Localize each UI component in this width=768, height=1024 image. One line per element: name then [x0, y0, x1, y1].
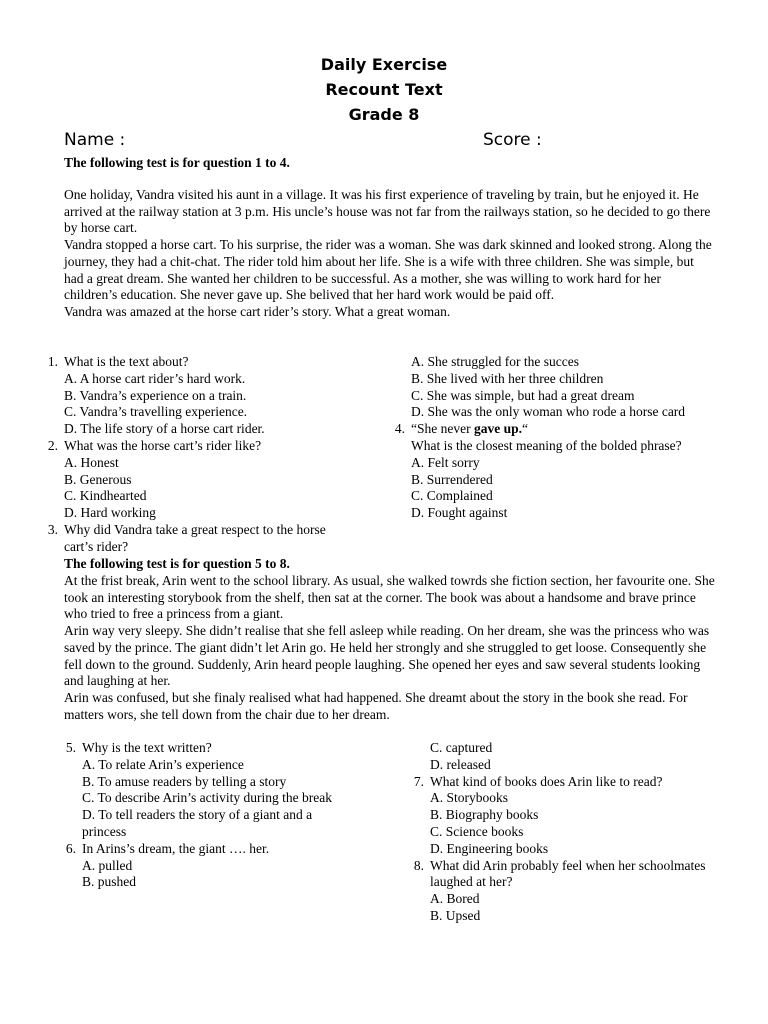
option-b: B. Upsed: [430, 907, 481, 923]
section1-paragraph-3: Vandra was amazed at the horse cart rider’s story. What a great woman.: [64, 303, 451, 319]
option-b: B. Biography books: [430, 807, 539, 823]
title-recount-text: Recount Text: [325, 80, 443, 99]
option-b: B. pushed: [82, 874, 136, 890]
option-a: A. Bored: [430, 891, 480, 907]
question-number: 5.: [65, 740, 76, 755]
question-number: 8.: [413, 857, 424, 873]
question-6: [65, 840, 358, 891]
section2-heading: The following test is for question 5 to 8.: [64, 556, 290, 571]
question-1: [47, 354, 344, 438]
question-3: [47, 521, 344, 556]
option-a: A. To relate Arin’s experience: [82, 756, 244, 772]
option-a: A. Felt sorry: [411, 454, 480, 470]
section1-passage: [64, 187, 716, 321]
option-c: C. Vandra’s travelling experience.: [64, 404, 248, 420]
title-grade: Grade 8: [348, 105, 420, 124]
section1-paragraph-1: One holiday, Vandra visited his aunt in a village. It was his first experience of traveling by train, but he enjoyed it. He arrived at the railway station at 3 p.m. His uncle’s house was not far from the railways station, so he decided to go there by horse cart.: [64, 187, 711, 236]
option-c: C. To describe Arin’s activity during the break: [82, 790, 333, 806]
section2-paragraph-2: Arin way very sleepy. She didn’t realise that she fell asleep while reading. On her dream, she was the princess who was saved by the prince. The giant didn’t let Arin go. He held her strongly and she struggled to get loose. Consequently she fell down to the ground. Suddenly, Arin heard people laughing. She opened her eyes and saw several students looking and laughing at her.: [64, 623, 710, 689]
question-text: In Arins’s dream, the giant …. her.: [82, 840, 270, 856]
question-text: What kind of books does Arin like to read?: [430, 773, 663, 789]
question-6-options: [430, 740, 720, 774]
option-d: D. To tell readers the story of a giant and a princess: [82, 807, 313, 839]
question-number: 7.: [413, 773, 424, 789]
option-a: A. A horse cart rider’s hard work.: [64, 370, 246, 386]
question-text: What is the closest meaning of the bolded phrase?: [411, 437, 682, 453]
option-a: A. Storybooks: [430, 790, 509, 806]
question-number: 2.: [47, 437, 58, 453]
option-b: B. Generous: [64, 471, 132, 487]
question-number: 6.: [65, 840, 76, 856]
name-label: Name :: [64, 130, 126, 150]
question-2: [47, 437, 344, 522]
option-d: D. She was the only woman who rode a horse card: [411, 404, 686, 420]
option-d: D. The life story of a horse cart rider.: [64, 421, 265, 437]
question-number: 3.: [47, 521, 58, 537]
option-a: A. pulled: [82, 857, 133, 873]
question-8: [413, 857, 720, 925]
question-text: What was the horse cart’s rider like?: [64, 437, 262, 453]
section2-passage: [64, 573, 716, 723]
option-b: B. To amuse readers by telling a story: [82, 773, 287, 789]
option-a: A. Honest: [64, 454, 119, 470]
option-c: C. Science books: [430, 823, 524, 839]
score-label: Score :: [483, 130, 542, 150]
option-a: A. She struggled for the succes: [411, 354, 579, 369]
option-b: B. Surrendered: [411, 471, 493, 487]
bolded-phrase: gave up.: [473, 421, 522, 437]
section1-paragraph-2: Vandra stopped a horse cart. To his surprise, the rider was a woman. She was dark skinned and looked strong. Along the journey, they had a chit-chat. The rider told him about her life. She is a wife with three children. She was simple, but had a great dream. She wanted her children to be successful. As a mother, she was willing to work hard for her children’s education. She never gave up. She belived that her hard work would be paid off.: [64, 237, 712, 303]
option-c: C. She was simple, but had a great dream: [411, 387, 635, 403]
question-3-options: [411, 354, 701, 421]
question-5: [65, 740, 358, 841]
question-7: [413, 773, 720, 858]
questions-1-3-column: [47, 354, 344, 556]
option-d: D. Fought against: [411, 505, 508, 521]
section1-heading: The following test is for question 1 to 4.: [64, 155, 290, 170]
option-d: D. released: [430, 756, 491, 772]
questions-6-8-column: [413, 740, 720, 925]
questions-5-6-column: [65, 740, 358, 891]
question-number: 1.: [47, 354, 58, 369]
question-number: 4.: [394, 421, 405, 437]
question-text: Why is the text written?: [82, 740, 212, 755]
option-c: C. Kindhearted: [64, 488, 147, 504]
option-b: B. Vandra’s experience on a train.: [64, 387, 247, 403]
section2-paragraph-3: Arin was confused, but she finaly realised what had happened. She dreamt about the story in the book she read. For matters wors, she tell down from the chair due to her dream.: [64, 689, 688, 722]
questions-3-4-column: [394, 354, 701, 522]
question-4: [394, 421, 701, 522]
section2-paragraph-1: At the frist break, Arin went to the school library. As usual, she walked towrds she fiction section, her favourite one. She took an interesting storybook from the shelf, then sat at the corner. The book was about a handsome and brave prince who tried to free a princess from a giant.: [64, 573, 715, 622]
option-b: B. She lived with her three children: [411, 370, 604, 386]
question-text: What did Arin probably feel when her schoolmates laughed at her?: [430, 857, 706, 890]
option-c: C. captured: [430, 740, 493, 755]
question-quote: “She never gave up.“: [411, 421, 528, 437]
question-text: What is the text about?: [64, 354, 189, 369]
option-d: D. Engineering books: [430, 840, 549, 856]
title-daily-exercise: Daily Exercise: [320, 55, 448, 74]
option-c: C. Complained: [411, 488, 493, 504]
option-d: D. Hard working: [64, 505, 156, 521]
question-text: Why did Vandra take a great respect to the horse cart’s rider?: [64, 521, 326, 554]
